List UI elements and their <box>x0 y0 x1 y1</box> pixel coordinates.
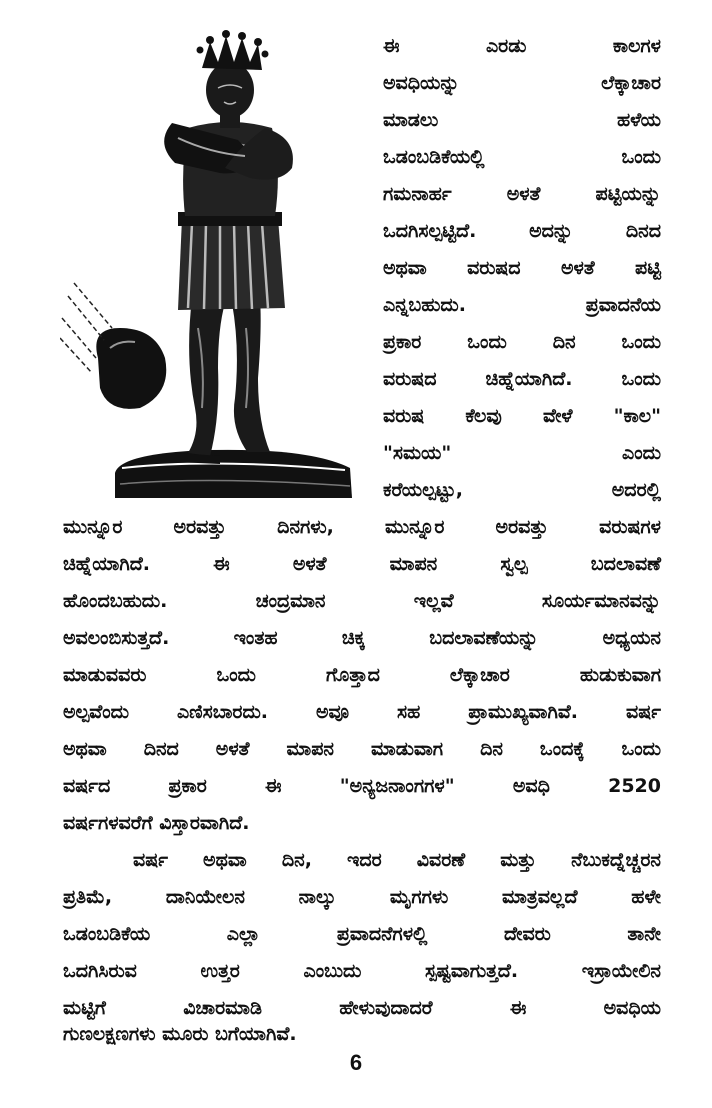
text-line: ಅವಲಂಬಿಸುತ್ತದೆ. ಇಂತಹ ಚಿಕ್ಕ ಬದಲಾವಣೆಯನ್ನು ಅಧ್ಯಯನ <box>63 627 661 649</box>
text-line: ಅಥವಾ ವರುಷದ ಅಳತೆ ಪಟ್ಟಿ <box>383 257 661 279</box>
text-line: ಒಡಂಬಡಿಕೆಯಲ್ಲಿ ಒಂದು <box>383 146 661 168</box>
crown-icon <box>197 30 269 70</box>
statue-head-icon <box>206 62 254 128</box>
text-line: ಅವಧಿಯನ್ನು ಲೆಕ್ಕಾಚಾರ <box>383 72 661 94</box>
page-number: 6 <box>349 1050 363 1075</box>
text-line: ಅಲ್ಪವೆಂದು ಎಣಿಸಬಾರದು. ಅವೂ ಸಹ ಪ್ರಾಮುಖ್ಯವಾಗಿವೆ. ವರ್ಷ <box>63 701 661 723</box>
text-line: ಪ್ರತಿಮೆ, ದಾನಿಯೇಲನ ನಾಲ್ಕು ಮೃಗಗಳು ಮಾತ್ರವಲ್ಲದೆ ಹಳೇ <box>63 886 661 908</box>
text-line: ವರ್ಷದ ಪ್ರಕಾರ ಈ "ಅನ್ಯಜನಾಂಗಗಳ" ಅವಧಿ 2520 <box>63 775 661 797</box>
pedestal-icon <box>115 450 352 498</box>
text-line: ಒದಗಿಸಲ್ಪಟ್ಟಿದೆ. ಅದನ್ನು ದಿನದ <box>383 220 661 242</box>
text-line: ಗಮನಾರ್ಹ ಅಳತೆ ಪಟ್ಟಿಯನ್ನು <box>383 183 661 205</box>
falling-stone-icon <box>60 283 166 409</box>
text-line: ಹೊಂದಬಹುದು. ಚಂದ್ರಮಾನ ಇಲ್ಲವೆ ಸೂರ್ಯಮಾನವನ್ನು <box>63 590 661 612</box>
text-line: ಎನ್ನಬಹುದು. ಪ್ರವಾದನೆಯ <box>383 294 661 316</box>
text-line: "ಸಮಯ" ಎಂದು <box>383 442 661 464</box>
statue-legs-icon <box>176 298 286 464</box>
text-line: ಒದಗಿಸಿರುವ ಉತ್ತರ ಎಂಬುದು ಸ್ಪಷ್ಟವಾಗುತ್ತದೆ. ಇಸ್ರಾಯೇಲಿನ <box>63 960 661 982</box>
text-line: ಮಾಡುವವರು ಒಂದು ಗೊತ್ತಾದ ಲೆಕ್ಕಾಚಾರ ಹುಡುಕುವಾಗ <box>63 664 661 686</box>
text-line: ಮುನ್ನೂರ ಅರವತ್ತು ದಿನಗಳು, ಮುನ್ನೂರ ಅರವತ್ತು ವರುಷಗಳ <box>63 516 661 538</box>
statue-skirt-icon <box>178 212 285 310</box>
text-line: ಚಿಹ್ನೆಯಾಗಿದೆ. ಈ ಅಳತೆ ಮಾಪನ ಸ್ವಲ್ಪ ಬದಲಾವಣೆ <box>63 553 661 575</box>
text-line: ಮಾಡಲು ಹಳೆಯ <box>383 109 661 131</box>
paragraph-first-line: ವರ್ಷ ಅಥವಾ ದಿನ, ಇದರ ವಿವರಣೆ ಮತ್ತು ನೆಬುಕದ್ನೆಚ್ಚರನ <box>133 849 661 871</box>
text-line: ವರುಷದ ಚಿಹ್ನೆಯಾಗಿದೆ. ಒಂದು <box>383 368 661 390</box>
text-line: ಮಟ್ಟಿಗೆ ವಿಚಾರಮಾಡಿ ಹೇಳುವುದಾದರೆ ಈ ಅವಧಿಯ <box>63 997 661 1019</box>
text-line: ವರುಷ ಕೆಲವು ವೇಳೆ "ಕಾಲ" <box>383 405 661 427</box>
text-line: ವರ್ಷಗಳವರೆಗೆ ವಿಸ್ತಾರವಾಗಿದೆ. <box>63 812 250 834</box>
text-line: ಕರೆಯಲ್ಪಟ್ಟು, ಅದರಲ್ಲಿ <box>383 479 661 501</box>
text-line: ಅಥವಾ ದಿನದ ಅಳತೆ ಮಾಪನ ಮಾಡುವಾಗ ದಿನ ಒಂದಕ್ಕೆ ಒಂದು <box>63 738 661 760</box>
text-line: ಒಡಂಬಡಿಕೆಯ ಎಲ್ಲಾ ಪ್ರವಾದನೆಗಳಲ್ಲಿ ದೇವರು ತಾನೇ <box>63 923 661 945</box>
text-line: ಈ ಎರಡು ಕಾಲಗಳ <box>383 35 661 57</box>
statue-illustration <box>60 28 360 508</box>
text-line: ಪ್ರಕಾರ ಒಂದು ದಿನ ಒಂದು <box>383 331 661 353</box>
text-line: ಗುಣಲಕ್ಷಣಗಳು ಮೂರು ಬಗೆಯಾಗಿವೆ. <box>63 1023 297 1045</box>
